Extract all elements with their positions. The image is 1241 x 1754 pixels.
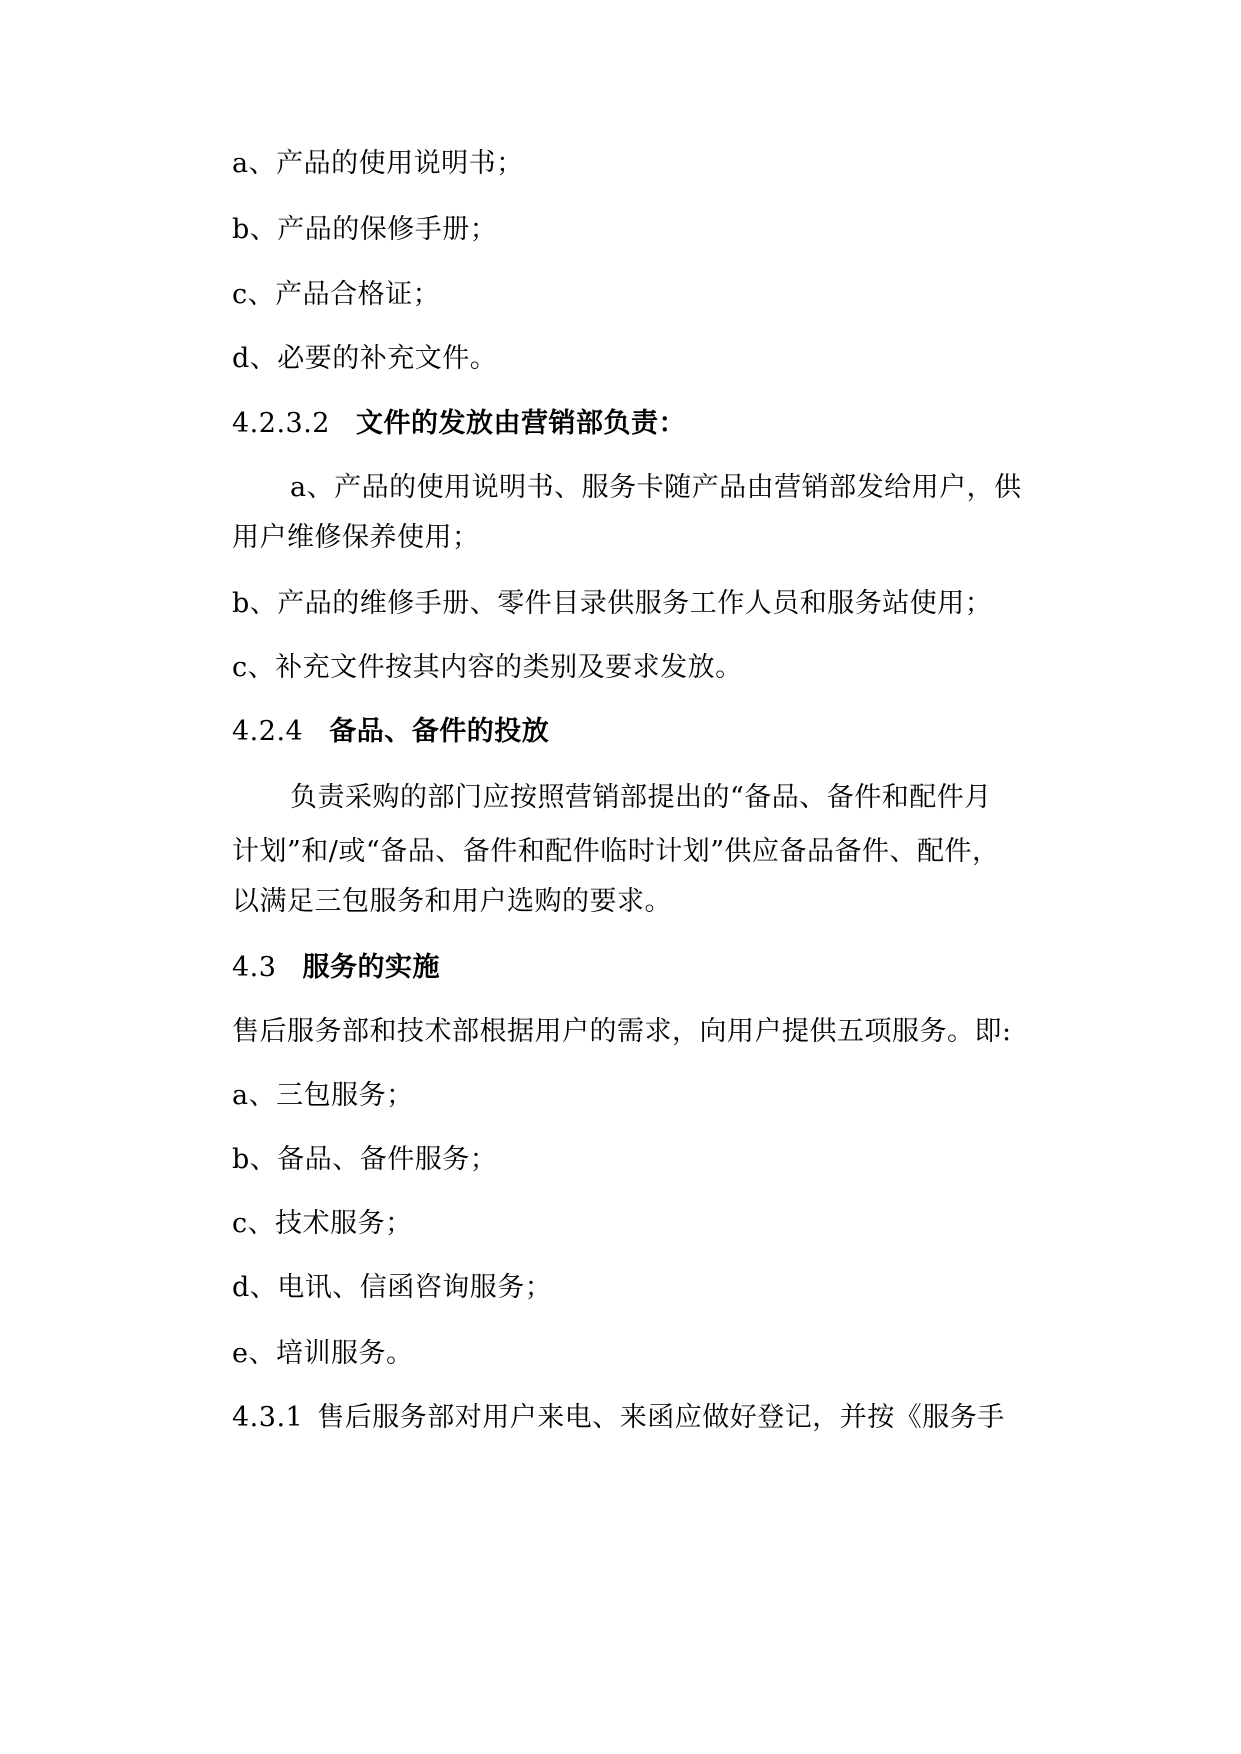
- section-text: 售后服务部对用户来电、来函应做好登记，并按《服务手: [317, 1402, 1005, 1433]
- section-title: 备品、备件的投放: [329, 716, 550, 747]
- list-item-c: c、产品合格证；: [232, 279, 441, 310]
- paragraph-line: 用户维修保养使用；: [232, 522, 480, 553]
- list-item-b: b、产品的维修手册、零件目录供服务工作人员和服务站使用；: [232, 588, 993, 619]
- section-number: 4.3.1: [232, 1402, 304, 1433]
- section-title: 文件的发放由营销部负责：: [355, 408, 686, 439]
- list-item-a: a、产品的使用说明书；: [232, 148, 524, 179]
- section-number: 4.3: [232, 952, 277, 983]
- section-heading-4-2-3-2: [232, 406, 686, 442]
- paragraph-line: 售后服务部和技术部根据用户的需求，向用户提供五项服务。即:: [232, 1016, 1012, 1047]
- list-item-c: c、补充文件按其内容的类别及要求发放。: [232, 652, 743, 683]
- list-item-c: c、技术服务；: [232, 1208, 413, 1239]
- paragraph-line: a、产品的使用说明书、服务卡随产品由营销部发给用户，供: [290, 472, 1022, 503]
- list-item-b: b、产品的保修手册；: [232, 214, 498, 245]
- paragraph-line: 计划”和/或“备品、备件和配件临时计划”供应备品备件、配件，: [232, 836, 1000, 867]
- paragraph-line: 以满足三包服务和用户选购的要求。: [232, 886, 672, 917]
- list-item-d: d、电讯、信函咨询服务；: [232, 1272, 553, 1303]
- list-item-e: e、培训服务。: [232, 1338, 414, 1369]
- list-item-a: a、三包服务；: [232, 1080, 414, 1111]
- section-number: 4.2.4: [232, 716, 304, 747]
- list-item-d: d、必要的补充文件。: [232, 343, 498, 374]
- section-title: 服务的实施: [302, 952, 440, 983]
- paragraph-line: 负责采购的部门应按照营销部提出的“备品、备件和配件月: [290, 782, 992, 813]
- section-heading-4-3: [232, 950, 440, 986]
- section-heading-4-3-1: [232, 1400, 1005, 1436]
- list-item-b: b、备品、备件服务；: [232, 1144, 498, 1175]
- section-heading-4-2-4: [232, 714, 549, 750]
- section-number: 4.2.3.2: [232, 408, 330, 439]
